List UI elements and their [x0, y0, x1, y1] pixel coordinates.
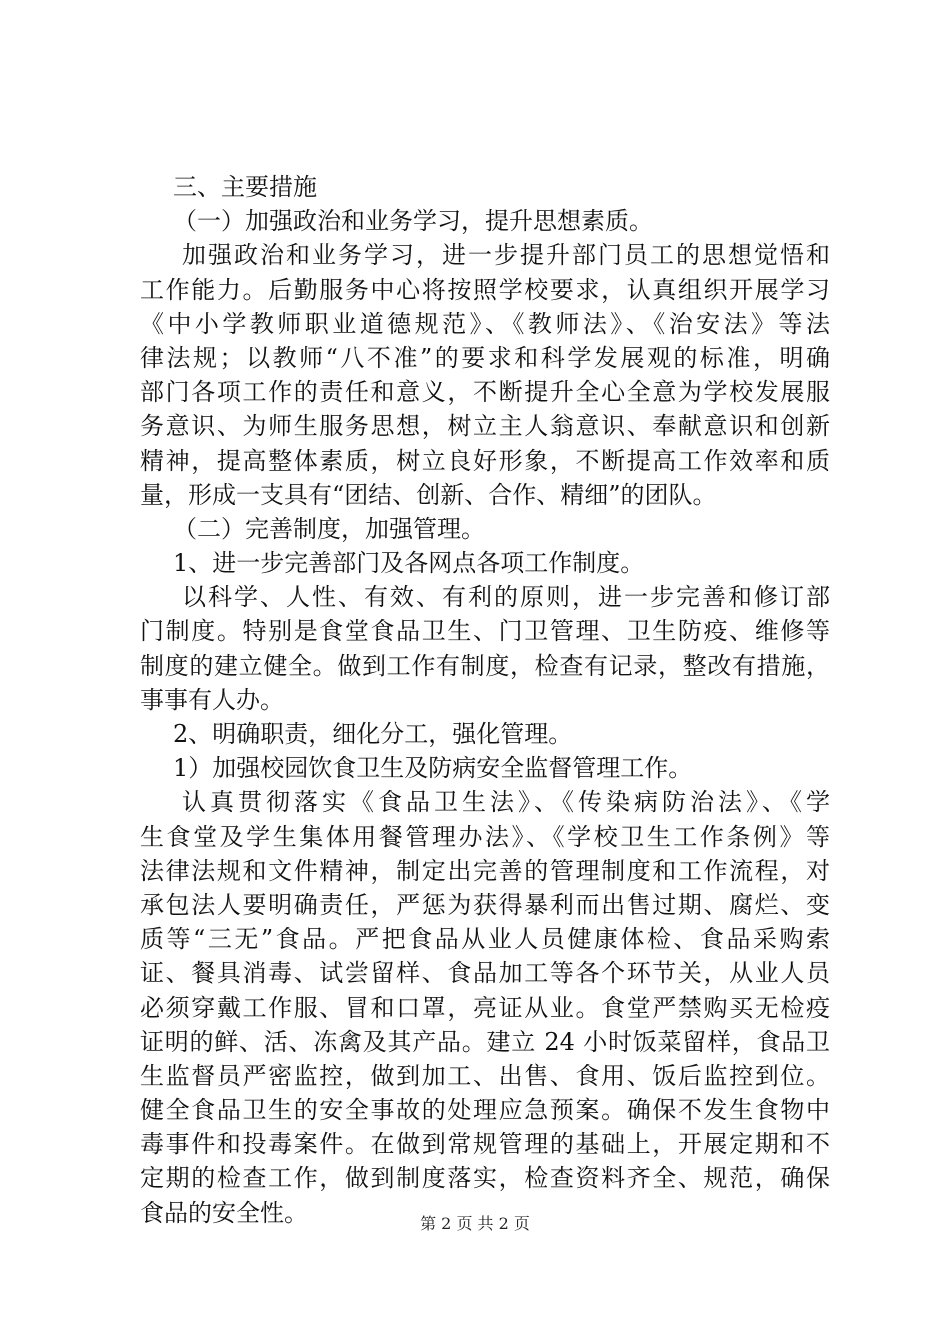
paragraph-line: 证明的鲜、活、冻禽及其产品。建立 24 小时饭菜留样，食品卫	[140, 1027, 830, 1056]
item-heading-2: 2、明确职责，细化分工，强化管理。	[173, 720, 573, 748]
paragraph-line: 毒事件和投毒案件。在做到常规管理的基础上，开展定期和不	[140, 1130, 830, 1159]
subsection-heading-1: （一）加强政治和业务学习，提升思想素质。	[173, 207, 653, 236]
paragraph-line: 律法规；以教师“八不准”的要求和科学发展观的标准，明确	[140, 343, 830, 372]
paragraph-line: 质等“三无”食品。严把食品从业人员健康体检、食品采购索	[140, 925, 830, 954]
paragraph-line: 门制度。特别是食堂食品卫生、门卫管理、卫生防疫、维修等	[140, 617, 830, 646]
paragraph-line: 必须穿戴工作服、冒和口罩，亮证从业。食堂严禁购买无检疫	[140, 993, 830, 1022]
paragraph-line: 法律法规和文件精神，制定出完善的管理制度和工作流程，对	[140, 856, 830, 885]
paragraph-line: 健全食品卫生的安全事故的处理应急预案。确保不发生食物中	[140, 1096, 830, 1125]
item-subheading-1: 1）加强校园饮食卫生及防病安全监督管理工作。	[173, 754, 693, 783]
paragraph-line: 食品的安全性。	[140, 1198, 308, 1227]
paragraph-line: 定期的检查工作，做到制度落实，检查资料齐全、规范，确保	[140, 1164, 830, 1193]
paragraph-line: 制度的建立健全。做到工作有制度，检查有记录，整改有措施，	[140, 651, 830, 680]
subsection-heading-2: （二）完善制度，加强管理。	[173, 514, 485, 543]
paragraph-line: 《中小学教师职业道德规范》、《教师法》、《治安法》等法	[140, 309, 830, 338]
paragraph-line: 加强政治和业务学习，进一步提升部门员工的思想觉悟和	[182, 241, 830, 270]
paragraph-line: 以科学、人性、有效、有利的原则，进一步完善和修订部	[182, 583, 830, 612]
paragraph-line: 证、餐具消毒、试尝留样、食品加工等各个环节关，从业人员	[140, 959, 830, 988]
paragraph-line: 量，形成一支具有“团结、创新、合作、精细”的团队。	[140, 480, 717, 509]
paragraph-line: 生监督员严密监控，做到加工、出售、食用、饭后监控到位。	[140, 1061, 830, 1090]
item-heading-1: 1、进一步完善部门及各网点各项工作制度。	[173, 549, 645, 578]
paragraph-line: 工作能力。后勤服务中心将按照学校要求，认真组织开展学习	[140, 275, 830, 304]
paragraph-line: 事事有人办。	[140, 685, 284, 714]
paragraph-line: 生食堂及学生集体用餐管理办法》、《学校卫生工作条例》等	[140, 822, 830, 851]
paragraph-line: 承包法人要明确责任，严惩为获得暴利而出售过期、腐烂、变	[140, 890, 830, 919]
page-footer: 第 2 页 共 2 页	[420, 1214, 530, 1233]
paragraph-line: 部门各项工作的责任和意义，不断提升全心全意为学校发展服	[140, 378, 830, 407]
paragraph-line: 务意识、为师生服务思想，树立主人翁意识、奉献意识和创新	[140, 412, 830, 441]
section-heading: 三、主要措施	[173, 173, 317, 201]
paragraph-line: 认真贯彻落实《食品卫生法》、《传染病防治法》、《学	[182, 788, 830, 817]
document-body	[140, 170, 830, 1230]
paragraph-line: 精神，提高整体素质，树立良好形象，不断提高工作效率和质	[140, 446, 830, 475]
